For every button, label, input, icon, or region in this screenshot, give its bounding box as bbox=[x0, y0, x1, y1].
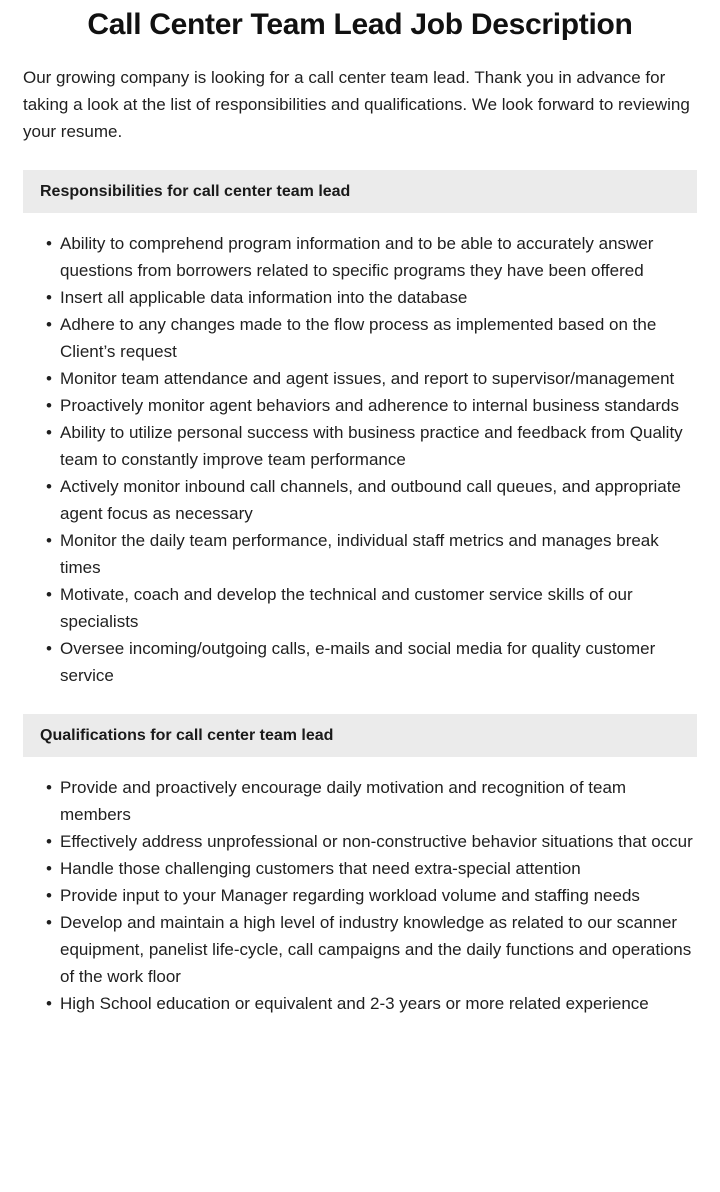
section-responsibilities bbox=[0, 170, 720, 689]
qualifications-list bbox=[0, 757, 720, 1017]
section-header-responsibilities bbox=[23, 170, 697, 213]
list-item: • Handle those challenging customers that need extra-special attention bbox=[46, 855, 698, 882]
page-bottom-spacer bbox=[0, 1017, 720, 1041]
list-item: • Motivate, coach and develop the technical and customer service skills of our specialists bbox=[46, 581, 698, 635]
section-heading-label: Responsibilities for call center team lead bbox=[40, 183, 351, 200]
list-item: • Monitor the daily team performance, individual staff metrics and manages break times bbox=[46, 527, 698, 581]
list-item: • Oversee incoming/outgoing calls, e-mails and social media for quality customer service bbox=[46, 635, 698, 689]
section-heading-label: Qualifications for call center team lead bbox=[40, 727, 334, 744]
list-item: • Provide and proactively encourage daily motivation and recognition of team members bbox=[46, 774, 698, 828]
intro-paragraph: Our growing company is looking for a call center team lead. Thank you in advance for taking a look at the list of responsibilities and qualifications. We look forward to reviewing your resume. bbox=[23, 68, 690, 141]
list-item: • Provide input to your Manager regarding workload volume and staffing needs bbox=[46, 882, 698, 909]
list-item: • Monitor team attendance and agent issues, and report to supervisor/management bbox=[46, 365, 698, 392]
list-item: • Actively monitor inbound call channels, and outbound call queues, and appropriate agent focus as necessary bbox=[46, 473, 698, 527]
list-item: • Develop and maintain a high level of industry knowledge as related to our scanner equipment, panelist life-cycle, call campaigns and the daily functions and operations of the work floor bbox=[46, 909, 698, 990]
list-item: • High School education or equivalent and 2-3 years or more related experience bbox=[46, 990, 698, 1017]
list-item: • Ability to comprehend program information and to be able to accurately answer questions from borrowers related to specific programs they have been offered bbox=[46, 230, 698, 284]
list-item: • Ability to utilize personal success with business practice and feedback from Quality team to constantly improve team performance bbox=[46, 419, 698, 473]
section-header-qualifications bbox=[23, 714, 697, 757]
list-item: • Proactively monitor agent behaviors and adherence to internal business standards bbox=[46, 392, 698, 419]
responsibilities-list bbox=[0, 213, 720, 689]
section-qualifications bbox=[0, 714, 720, 1017]
list-item: • Insert all applicable data information into the database bbox=[46, 284, 698, 311]
page-title: Call Center Team Lead Job Description bbox=[87, 8, 633, 41]
list-item: • Effectively address unprofessional or non-constructive behavior situations that occur bbox=[46, 828, 698, 855]
list-item: • Adhere to any changes made to the flow process as implemented based on the Client’s request bbox=[46, 311, 698, 365]
